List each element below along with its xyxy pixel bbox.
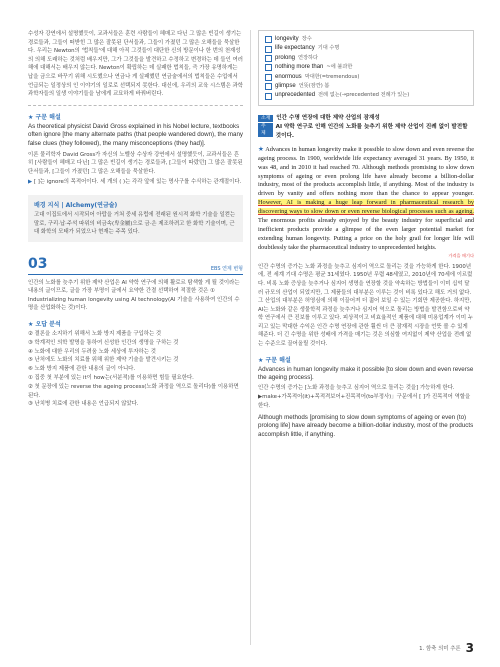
syntax-korean-1: 인간 수명의 증가는 [노화 과정을 늦추고 심지어 역으로 돌리는 것을] 가능하게 한다.	[258, 384, 455, 391]
star-icon: ★	[258, 145, 264, 153]
checkbox-icon	[265, 46, 272, 53]
page-number: 3	[465, 641, 474, 655]
checkbox-icon	[265, 64, 272, 71]
theme-line: 주제 AI 약학 연구로 인해 인간의 노화를 늦추기 위한 제약 산업이 진례 없이 발전할 것이다.	[258, 123, 474, 141]
checkbox-icon	[265, 36, 272, 43]
vocab-box	[258, 30, 474, 106]
list-item: ⑥ 노화 방지 제품에 관한 내용의 글이 아니다.	[28, 366, 136, 373]
list-item: ② 첫 문장에 있는 reverse the ageing process(노화 과정을 역으로 돌리다)를 이용하면 된다.	[28, 383, 239, 399]
footer-label: 1. 함축 의미 추론	[419, 646, 461, 652]
vocab-item: glimpse 언뜻(잠깐) 봄	[265, 82, 467, 91]
passage-text: ★ Advances in human longevity make it possible to slow down and even reverse the ageing process. In 1900, worldwide life expectancy averaged 31 years. By 1950, it was 48, and in 2010 it had reached 70. Although methods promising to slow down symptoms of ageing or even prolong life have already become a billion-dollar industry, most of the products accomplish little, if anything. Most of the industry is driven by vanity and offers nothing more than the chance to appear younger. However, AI is making a huge leap forward in pharmaceutical research by discovering ways to slow down or even reverse biological processes such as ageing. The enormous profits already enjoyed by the beauty industry for superficial and inefficient products provide a glimpse of the even larger potential market for extending human longevity. Putting a price on the holy grail for longer life will doubtlessly take the pharmaceutical industry to unprecedented heights.	[258, 145, 474, 251]
question-tag: EBS 연계 변형	[210, 265, 243, 272]
list-item: ⑤ 난처에도 노화의 치료를 위해 위한 제약 기술을 발견시키는 것	[28, 357, 179, 364]
highlighted-sentence: However, AI is making a huge leap forward in pharmaceutical research by discovering ways to slow down or even reverse biological processes such as ageing.	[258, 199, 474, 216]
list-item: ② 결론을 소지하기 위해서 노화 방지 제품을 구입하는 것	[28, 331, 162, 338]
list-item: ③ 난치병 치료에 관한 내용은 언급되지 않았다.	[28, 401, 139, 408]
vocab-item: nothing more than ~에 불과한	[265, 63, 467, 72]
syntax-note-1: ▶make+가목적어(it)+목적격보어+진목적어(to부정사)」구문에서 [ ]가 진목적어 역할을 한다.	[258, 394, 471, 410]
star-icon: ★	[28, 321, 34, 329]
theme-badge: 주제	[258, 123, 273, 137]
question-explanation: 인간의 노화를 늦추기 위한 제약 산업은 AI 약학 연구에 의해 활로르 탐색할 게 될 것이라는 내용의 글이므로, 글을 가장 부명이 글에서 요약한 간결 선택하여 적절한 것은 ① Industrializing human longevity using AI technology(AI 기술을 사용하여 인간의 수명을 산업화하는 것)이다.	[28, 279, 240, 312]
checkbox-icon	[265, 83, 272, 90]
page-footer	[419, 641, 474, 655]
column-divider	[250, 30, 251, 645]
divider-dotted	[28, 105, 243, 106]
syntax-note: ▶ [ ]는 ignore의 목적어이다. 세 개의 ( )는 각각 앞에 있는 명사구를 수식하는 관계절이다.	[28, 179, 242, 186]
syntax-korean: 이론 물리학자 David Gross가 자신의 노벨상 수상자 강연에서 설명했듯이, 교과서들은 흔히 [사람들이 헤매고 다닌] 그 많은 빈길이 생기는 경로들과, [그들이 따랐던] 그 많은 잘못된 단서들과, [그들이 가졌던] 그 많은 오해들을 묵살한다.	[28, 151, 243, 175]
list-item: ① 집중 첫 부분에 있는 it이 how는(서분적)를 이용하면 힘들 필요한다.	[28, 375, 194, 382]
star-icon: ★	[258, 356, 264, 364]
annotation: 가격을 매기다	[448, 252, 474, 258]
left-column	[28, 30, 243, 409]
vocab-item: enormous 막대한(=tremendous)	[265, 73, 467, 82]
syntax-english: As theoretical physicist David Gross explained in his Nobel lecture, textbooks often ignore [the many alternate paths (that people wandered down), the many false clues (they followed), the many misconceptions (they had)].	[28, 122, 243, 147]
topic-line: 소재 인간 수명 연장에 대한 제약 산업의 잠재성	[258, 114, 474, 123]
syntax-heading: ★ 구문 해설	[258, 356, 291, 364]
checkbox-icon	[265, 74, 272, 81]
vocab-item: prolong 연장하다	[265, 54, 467, 63]
alchemy-title: 배경 지식 | Alchemy(연금술)	[34, 201, 118, 209]
syntax-heading: ★ 구문 해설	[28, 113, 61, 121]
topic-block	[258, 114, 474, 141]
passage	[258, 146, 474, 259]
syntax-english-1: Advances in human longevity make it possible [to slow down and even reverse the ageing process].	[258, 365, 474, 382]
syntax-english-2: Although methods [promising to slow down symptoms of ageing or even (to) prolong life] have already become a billion-dollar industry, most of the products accomplish little, if anything.	[258, 413, 474, 438]
vocab-item: life expectancy 기대 수명	[265, 44, 467, 53]
question-header	[28, 256, 243, 275]
checkbox-icon	[265, 55, 272, 62]
right-column	[258, 30, 474, 439]
checkbox-icon	[265, 93, 272, 100]
wrong-answer-heading: ★ 오답 분석	[28, 321, 61, 329]
alchemy-body: 고대 이집트에서 시작되어 아랍을 거쳐 중세 유럽에 전래된 원시적 화학 기술을 일컫는 말로, 구리·납·주석 따위의 비금속(卑金屬)으로 금·은 제조하려고 한 화학 기술이며, 근대 화학의 모태가 되었으나 현재는 주목 있다.	[34, 211, 236, 236]
question-number: 03	[28, 255, 48, 272]
topic-badge: 소재	[258, 115, 273, 122]
vocab-item: unprecedented 전례 없는(→precedented 전례가 있는)	[265, 91, 467, 100]
list-item: ④ 노화에 대한 우리의 두려움 노화 세상에 투자하는 것	[28, 348, 156, 355]
vocab-item: longevity 장수	[265, 35, 467, 44]
star-icon: ★	[28, 113, 34, 121]
intro-translation: 수성자 강연에서 설명했듯이, 교과서들은 훈련 사람들이 헤매고 다닌 그 많은 빈길이 생기는 경로들과, 그들이 떠받힌 그 많은 잘못된 단서들과, 그들이 가졌던 그 많은 오해들을 묵살한다. 우리는 Newton의 '법칙들'에 대해 아직 그것들이 대단한 신의 방문이나 한 번의 천재성의 의해 도래하는 것처럼 배우지만, 그가 그것들을 발견하고 수정하고 변경하는 데 들인 여러 해에 대해서는 배우지 않는다. Newton이 확립하는 데 실패한 법칙들, 즉 가장 유명하게는 납을 금으로 바꾸기 위해 시도했으나 연금나 게 실패했던 연금술에서의 법칙들은 수업에서 언급되는 일정상의 인 이야기의 일로로 선택되지 못한다. 대신에, 우리의 교육 시스템은 과학 과학자들의 일생 이야기들을 남에게 교묘하게 바꿔버린다.	[28, 31, 243, 98]
list-item: ③ 학계적인 의학 발명을 통하여 신성한 인간의 생명을 구하는 것	[28, 339, 179, 346]
wrong-answer-list	[28, 330, 243, 409]
alchemy-box	[28, 195, 243, 242]
passage-translation: 인간 수명의 증가는 노화 과정을 늦추고 심지어 역으로 돌리는 것을 가능하게 한다. 1900년에, 전 세계 기대 수명은 평균 31세였다. 1950년 무렵 48세였고, 2010년에 70세에 이르렀다. 비록 노화 증상을 늦추거나 심지어 생명을 연장할 것을 약속하는 방법들이 이미 십억 달러 규모의 산업이 되었지만, 그 제품들의 대부분은 이루는 것이 비록 있다고 해도 거의 없다. 그 산업의 대부분은 허영심에 의해 이끌어져 더 젊어 보일 수 있는 기회만 제공한다. 하지만, AI는 노화와 같은 생물학적 과정을 늦추거나 심지어 역으로 돌리는 방법을 발견함으로써 약학 연구에서 큰 진보를 이루고 있다. 피상적이고 비효율적인 제품에 대해 미용업계가 이미 누리고 있는 막대한 수익은 인간 수명 연장에 관한 훨씬 더 큰 잠재적 시장을 언뜻 볼 수 있게 해준다. 더 긴 수명을 위한 성배에 가격을 매기는 것은 의심할 여지없이 제약 산업을 전례 없는 수준으로 끌어올릴 것이다.	[258, 263, 473, 348]
arrow-icon: ▶	[28, 179, 33, 186]
